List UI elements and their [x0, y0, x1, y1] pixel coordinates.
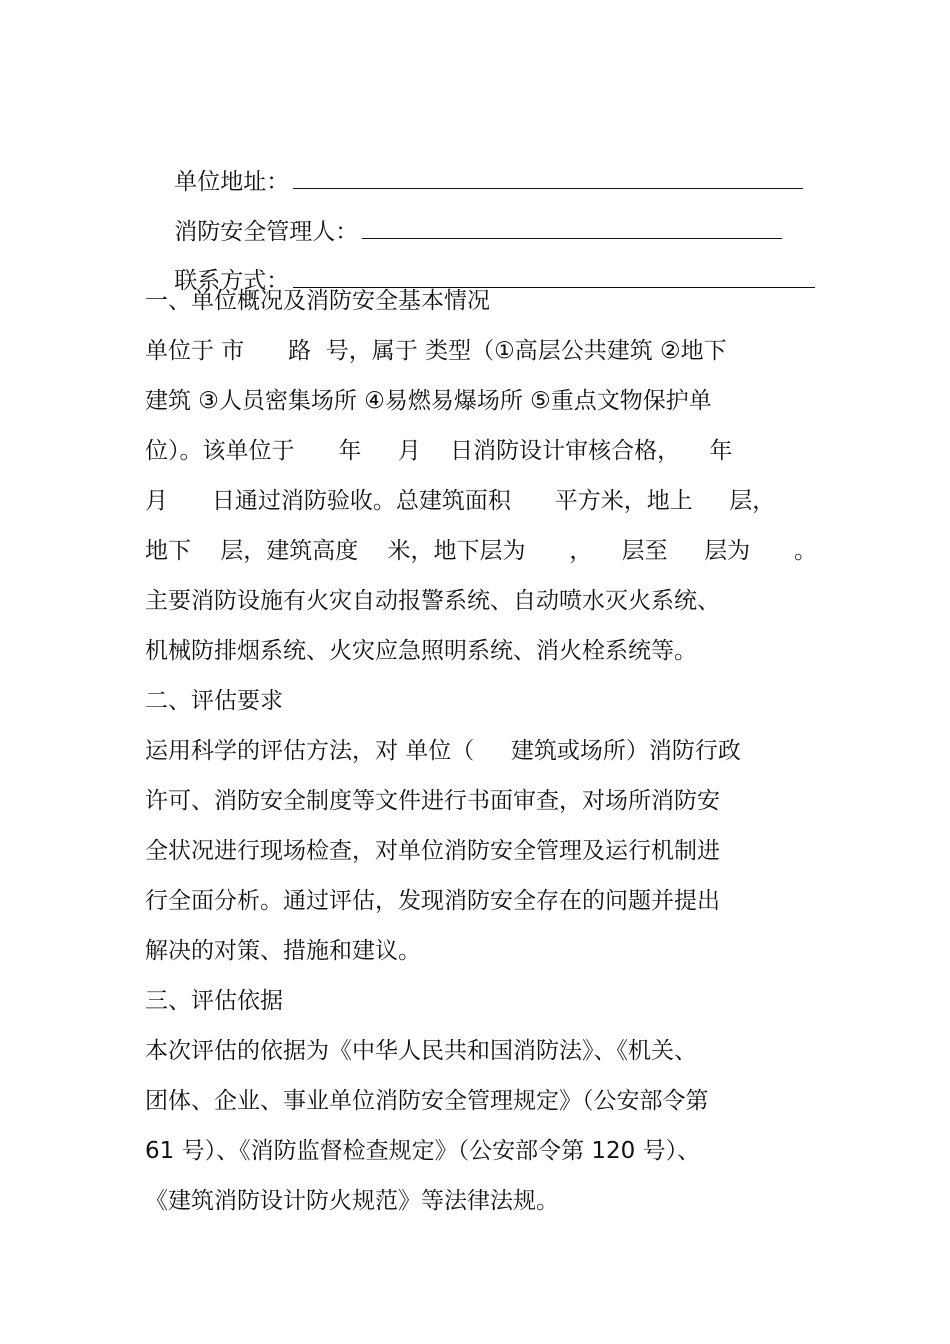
paragraph-line: 运用科学的评估方法，对 单位（ 建筑或场所）消防行政: [145, 738, 741, 764]
paragraph-line: 许可、消防安全制度等文件进行书面审查，对场所消防安: [145, 788, 720, 814]
paragraph-line: 61 号）、《消防监督检查规定》（公安部令第 120 号）、: [145, 1138, 701, 1164]
paragraph-line: 建筑 ③人员密集场所 ④易燃易爆场所 ⑤重点文物保护单: [145, 388, 712, 414]
manager-label: 消防安全管理人：: [174, 219, 359, 245]
paragraph-line: 单位于 市 路 号，属于 类型（①高层公共建筑 ②地下: [145, 338, 727, 364]
address-label: 单位地址：: [174, 169, 290, 195]
paragraph-line: 本次评估的依据为《中华人民共和国消防法》、《机关、: [145, 1038, 697, 1064]
paragraph-line: 全状况进行现场检查，对单位消防安全管理及运行机制进: [145, 838, 720, 864]
paragraph-line: 机械防排烟系统、火灾应急照明系统、消火栓系统等。: [145, 638, 697, 664]
section-3-heading: 三、评估依据: [145, 988, 283, 1014]
paragraph-line: 解决的对策、措施和建议。: [145, 938, 421, 964]
paragraph-line: 《建筑消防设计防火规范》等法律法规。: [145, 1188, 559, 1214]
section-2-heading: 二、评估要求: [145, 688, 283, 714]
section-1-heading: 一、单位概况及消防安全基本情况: [145, 288, 490, 314]
paragraph-line: 月 日通过消防验收。总建筑面积 平方米，地上 层，: [145, 488, 776, 514]
paragraph-line: 地下 层，建筑高度 米，地下层为 ， 层至 层为 。: [145, 538, 818, 564]
contact-blank[interactable]: [293, 267, 815, 288]
paragraph-line: 主要消防设施有火灾自动报警系统、自动喷水灭火系统、: [145, 588, 720, 614]
contact-label: 联系方式：: [174, 268, 290, 294]
paragraph-line: 位）。该单位于 年 月 日消防设计审核合格， 年: [145, 438, 733, 464]
paragraph-line: 团体、企业、事业单位消防安全管理规定》（公安部令第: [145, 1088, 709, 1114]
paragraph-line: 行全面分析。通过评估，发现消防安全存在的问题并提出: [145, 888, 720, 914]
address-blank[interactable]: [293, 168, 803, 189]
